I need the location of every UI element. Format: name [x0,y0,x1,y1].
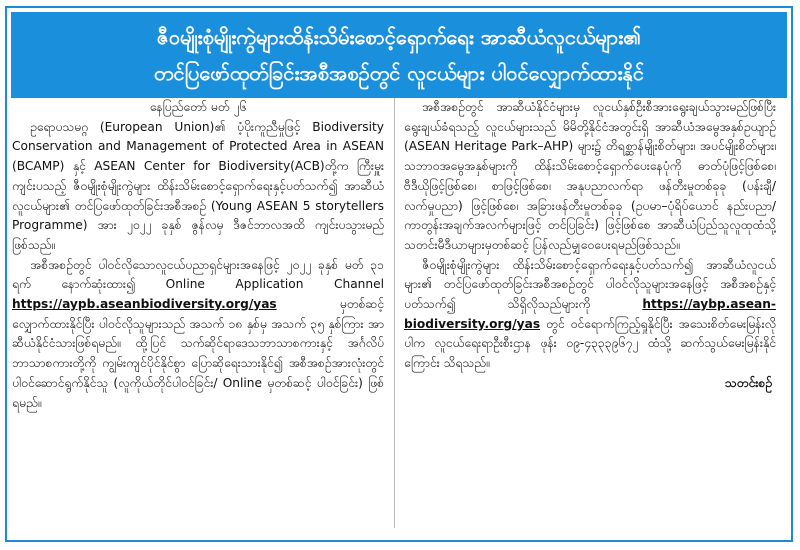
info-website-link[interactable]: https://aybp.asean-biodiversity.org/yas [404,297,776,331]
contact-text-before: ဇီဝမျိုးစုံမျိုးကွဲများ ထိန်းသိမ်းစောင့်ရှောက်ရေးနှင့်ပတ်သက်၍ အာဆီယံလူငယ်များ၏ တင်ပြဖော်ထုတ်ခြင်းအစီအစဉ်တွင် ပါဝင်လိုသူများအနေဖြင့် အစီအစဉ်နှင့်ပတ်သက်၍ သိရှိလိုသည်များကို [404,257,776,312]
headline-line-2: တင်ပြဖော်ထုတ်ခြင်းအစီအစဉ်တွင် လူငယ်များ ပါဝင်လျှောက်ထားနိုင် [154,61,644,85]
contact-text-after: တွင် ဝင်ရောက်ကြည့်ရှုနိုင်ပြီး အသေးစိတ်မေးမြန်းလိုပါက လူငယ်ရေးရာဦးစီးဌာန ဖုန်း ၀၉-၄၃၃၃၉၆၇၂ ထံသို့ ဆက်သွယ်မေးမြန်းနိုင်ကြောင်း သိရသည်။ [404,316,776,371]
left-column [12,98,384,528]
application-text-before: အစီအစဉ်တွင် ပါဝင်လိုသောလူငယ်ပညာရှင်များအနေဖြင့် ၂၀၂၂ ခုနှစ် မတ် ၃၁ ရက် နောက်ဆုံးထား၍ Online Application Channel [12,257,384,292]
right-column [404,98,776,528]
paragraph-program-details: အစီအစဉ်တွင် အာဆီယံနိုင်ငံများမှ လူငယ်နှစ်ဦးစီအားရွေးချယ်သွားမည်ဖြစ်ပြီး ရွေးချယ်ခံရသည့် လူငယ်များသည် မိမိတို့နိုင်ငံအတွင်းရှိ အာဆီယံအမွေအနှစ်ဥယျာဉ် (ASEAN Heritage Park–AHP) များ၌ တိရစ္ဆာန်မျိုးစိတ်များ၊ အပင်မျိုးစိတ်များ၊ သဘာဝအမွေအနှစ်များကို ထိန်းသိမ်းစောင့်ရှောက်ပေးနေပုံကို ဓာတ်ပုံဖြင့်ဖြစ်စေ၊ ဗီဒီယိုဖြင့်ဖြစ်စေ၊ စာဖြင့်ဖြစ်စေ၊ အနုပညာလက်ရာ ဖန်တီးမှုတစ်ခုခု (ပန်းချီ/လက်မှုပညာ) ဖြင့်ဖြစ်စေ၊ အခြားဖန်တီးမှုတစ်ခုခု (ဥပမာ–ပုံရိပ်ယောင် နည်းပညာ/ ကာတွန်းအချက်အလက်များဖြင့် တင်ပြခြင်း) ဖြင့်ဖြစ်စေ အာဆီယံပြည်သူလူထုထံသို့ သတင်းမီဒီယာများမှတစ်ဆင့် ပြန်လည်မျှဝေပေးရမည်ဖြစ်သည်။ [404,100,776,252]
paragraph-intro: ဥရောပသမဂ္ဂ (European Union)၏ ပံ့ပိုးကူညီမှုဖြင့် Biodiversity Conservation and Management of Protected Area in ASEAN (BCAMP) နှင့် ASEAN Center for Biodiversity(ACB)တို့က ကြီးမှူးကျင်းပသည့် ဇီဝမျိုးစုံမျိုးကွဲများ ထိန်းသိမ်းစောင့်ရှောက်ရေးနှင့်ပတ်သက်၍ အာဆီယံလူငယ်များ၏ တင်ပြဖော်ထုတ်ခြင်းအစီအစဉ် (Young ASEAN 5 storytellers Programme) အား ၂၀၂၂ ခုနှစ် ဇွန်လမှ ဒီဇင်ဘာလအထိ ကျင်းပသွားမည်ဖြစ်သည်။ [12,119,384,252]
paragraph-application [12,256,384,414]
article-signature: သတင်းစဉ် [724,375,772,390]
column-divider [394,98,395,528]
headline-banner [11,12,787,98]
application-text-after: မှတစ်ဆင့် လျှောက်ထားနိုင်ပြီး ပါဝင်လိုသူများသည် အသက် ၁၈ နှစ်မှ အသက် ၃၅ နှစ်ကြား အာဆီယံနိုင်ငံသားဖြစ်ရမည်။ ထို့ပြင် သက်ဆိုင်ရာဒေသဘာသာစကားနှင့် အင်္ဂလိပ်ဘာသာစကားတို့ကို ကျွမ်းကျင်ပိုင်နိုင်စွာ ပြောဆိုရေးသားနိုင်၍ အစီအစဉ်အားလုံးတွင် ပါဝင်ဆောင်ရွက်နိုင်သူ (လူကိုယ်တိုင်ပါဝင်ခြင်း/ Online မှတစ်ဆင့် ပါဝင်ခြင်း) ဖြစ်ရမည်။ [12,297,384,410]
application-channel-link[interactable]: https://aypb.aseanbiodiversity.org/yas [12,297,277,312]
headline-line-1: ဇီဝမျိုးစုံမျိုးကွဲများထိန်းသိမ်းစောင့်ရှောက်ရေး အာဆီယံလူငယ်များ၏ [156,25,642,49]
paragraph-contact [404,256,776,374]
dateline: နေပြည်တော် မတ် ၂၆ [149,100,247,114]
